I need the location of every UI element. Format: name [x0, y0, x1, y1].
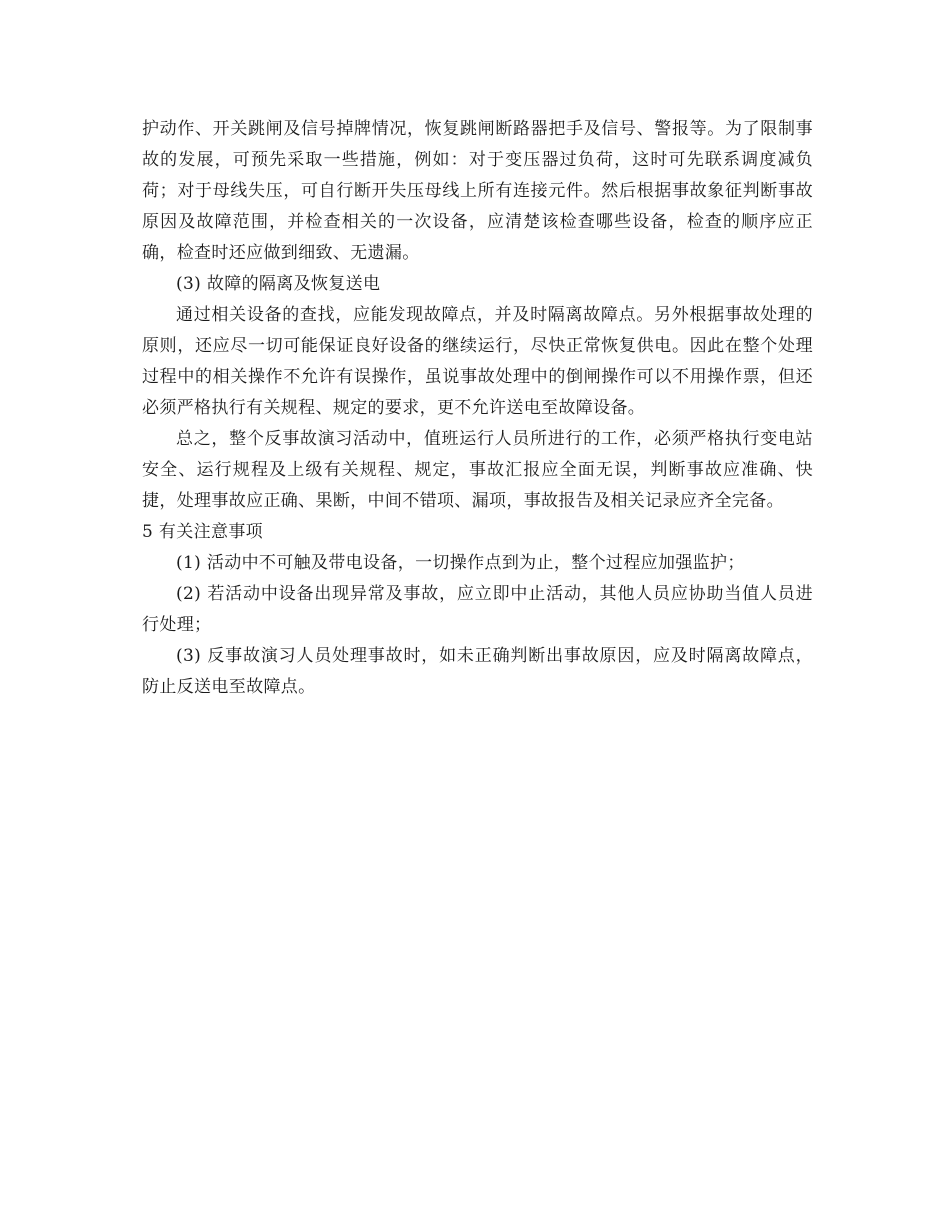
document-body [142, 114, 813, 703]
section-heading-notes: 5 有关注意事项 [142, 522, 264, 542]
note-item-1: (1) 活动中不可触及带电设备，一切操作点到为止，整个过程应加强监护； [176, 553, 745, 573]
paragraph-fault-isolation: 通过相关设备的查找，应能发现故障点，并及时隔离故障点。另外根据事故处理的原则，还应尽一切可能保证良好设备的继续运行，尽快正常恢复供电。因此在整个处理过程中的相关操作不允许有误操作，虽说事故处理中的倒闸操作可以不用操作票，但还必须严格执行有关规程、规定的要求，更不允许送电至故障设备。 [142, 305, 813, 418]
subheading-fault-isolation: (3) 故障的隔离及恢复送电 [176, 274, 381, 294]
note-item-2: (2) 若活动中设备出现异常及事故，应立即中止活动，其他人员应协助当值人员进行处理； [142, 584, 813, 635]
note-item-3: (3) 反事故演习人员处理事故时，如未正确判断出事故原因，应及时隔离故障点，防止反送电至故障点。 [142, 646, 813, 697]
paragraph-summary: 总之，整个反事故演习活动中，值班运行人员所进行的工作，必须严格执行变电站安全、运行规程及上级有关规程、规定，事故汇报应全面无误，判断事故应准确、快捷，处理事故应正确、果断，中间不错项、漏项，事故报告及相关记录应齐全完备。 [142, 429, 813, 511]
paragraph-continued-inspection: 护动作、开关跳闸及信号掉牌情况，恢复跳闸断路器把手及信号、警报等。为了限制事故的发展，可预先采取一些措施，例如：对于变压器过负荷，这时可先联系调度减负荷；对于母线失压，可自行断开失压母线上所有连接元件。然后根据事故象征判断事故原因及故障范围，并检查相关的一次设备，应清楚该检查哪些设备，检查的顺序应正确，检查时还应做到细致、无遗漏。 [142, 119, 813, 263]
